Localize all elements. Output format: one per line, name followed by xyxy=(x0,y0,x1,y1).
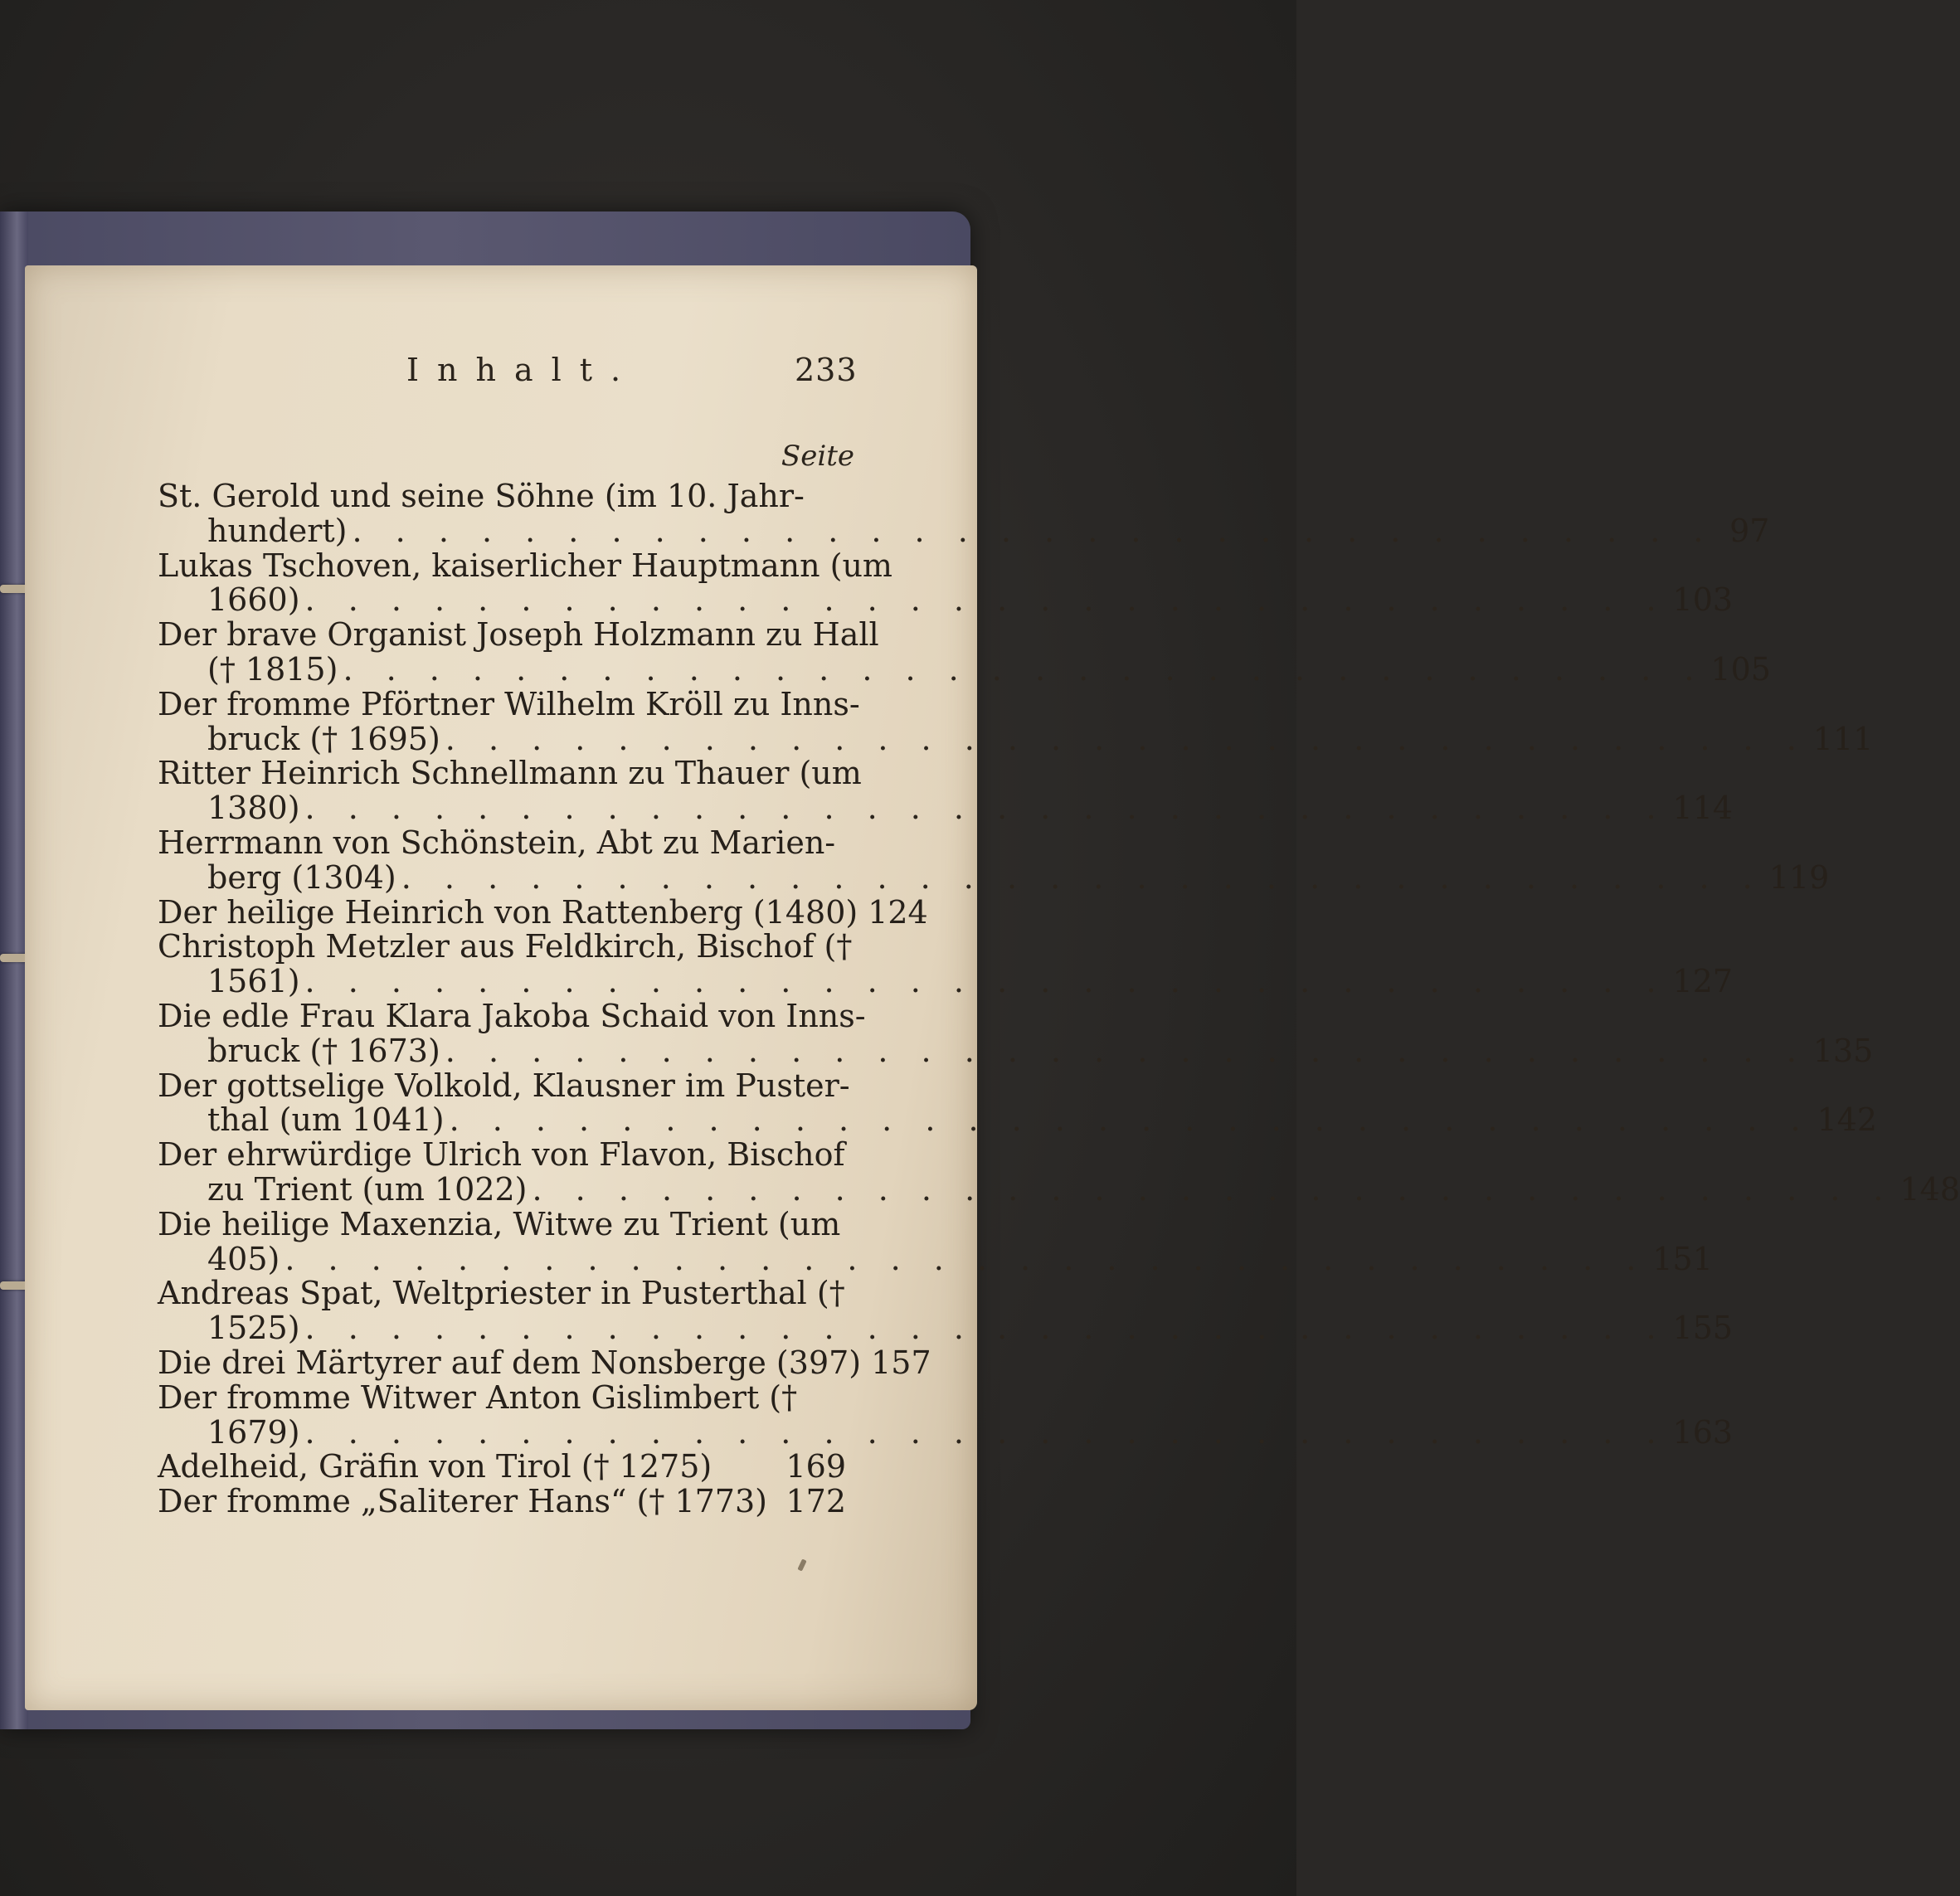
column-label-seite: Seite xyxy=(781,440,854,473)
toc-entry-page: 135 xyxy=(1812,1032,1874,1069)
toc-entry-continuation-line xyxy=(158,790,1734,827)
toc-entry-title: Lukas Tschoven, kaiserlicher Hauptmann (um xyxy=(158,547,892,584)
toc-entry-title-cont: thal (um 1041) xyxy=(207,1101,445,1139)
toc-entry-title-cont: († 1815) xyxy=(207,650,338,688)
toc-entry-page: 155 xyxy=(1672,1310,1734,1347)
toc-entry-continuation-line xyxy=(158,1413,1734,1451)
toc-entry-title-cont: 1380) xyxy=(207,790,300,827)
leader-dots: . . . . . . . . . . . . . . . . . . . . . . . . . . . . . . . . xyxy=(304,963,1668,1000)
toc-entry xyxy=(158,755,1734,827)
toc-entry-title: Der ehrwürdige Ulrich von Flavon, Bischof xyxy=(158,1136,845,1174)
leader-dots: . . . . . . . . . . . . . . . . . . . . . . . . . . . . . . . . xyxy=(532,1170,1895,1208)
leader-dots: . . . . . . . . . . . . . . . . . . . . . . . . . . . . . . . . xyxy=(445,720,1808,757)
toc-entry-title-line xyxy=(158,685,860,722)
toc-entry-page: 127 xyxy=(1672,963,1734,1000)
toc-entry-title: Adelheid, Gräfin von Tirol († 1275) xyxy=(158,1448,713,1485)
toc-entry-page: 119 xyxy=(1768,858,1830,896)
toc-entry xyxy=(158,1378,1734,1451)
toc-entry-title-cont: bruck († 1695) xyxy=(207,720,440,757)
toc-entry-title-cont: 1525) xyxy=(207,1310,300,1347)
toc-entry-continuation-line xyxy=(158,858,1830,896)
toc-entry-title-line xyxy=(158,616,879,654)
toc-entry-page: 103 xyxy=(1672,581,1734,619)
leader-dots: . . . . . . . . . . . . . . . . . . . . . . . . . . . . . . . . xyxy=(285,1240,1648,1277)
leader-dots: . . . . . . . . . . . . . . . . . . . . . . . . . . . . . . . . xyxy=(304,581,1668,619)
leader-dots: . . . . . . . . . . . . . . . . . . . . . . . . . . . . . . . . xyxy=(401,858,1764,896)
toc-entry-title-cont: bruck († 1673) xyxy=(207,1032,440,1069)
toc-entry xyxy=(158,893,928,931)
leader-dots: . . . . . . . . . . . . . . . . . . . . . . . . . . . . . . . . xyxy=(304,1310,1668,1347)
toc-entry-title: Ritter Heinrich Schnellmann zu Thauer (um xyxy=(158,755,862,792)
leader-dots: . . . . . . . . . . . . . . . . . . . . . . . . . . . . . . . . xyxy=(449,1101,1812,1139)
toc-entry xyxy=(158,1136,1960,1208)
toc-entry-title-cont: zu Trient (um 1022) xyxy=(207,1170,528,1208)
toc-entry xyxy=(158,928,1734,1000)
book-spine xyxy=(0,211,28,1729)
toc-entry-title: Die heilige Maxenzia, Witwe zu Trient (um xyxy=(158,1205,841,1242)
page-title: Inhalt. xyxy=(406,352,640,388)
toc-entry xyxy=(158,1205,1713,1277)
toc-entry xyxy=(158,1275,1734,1347)
toc-entry-title-line xyxy=(158,1138,846,1173)
toc-entry-title: Der fromme Pförtner Wilhelm Kröll zu Inns- xyxy=(158,685,860,722)
toc-entry-title-cont: 1660) xyxy=(207,581,300,619)
toc-entry xyxy=(158,1344,931,1381)
toc-entry-continuation-line xyxy=(158,581,1734,619)
toc-entry xyxy=(158,997,1874,1069)
toc-entry-page: 157 xyxy=(871,1344,931,1381)
toc-entry-title-line xyxy=(158,1205,846,1242)
toc-entry-continuation-line xyxy=(158,720,1874,757)
toc-entry-page: 172 xyxy=(785,1483,846,1520)
leader-dots: . . . . . . . . . . . . . . . . . . . . . . . . . . . . . . . . xyxy=(445,1032,1808,1069)
leader-dots: . . . . . . . . . . . . . . . . . . . . . . . . . . . . . . . . xyxy=(343,650,1706,688)
toc-entry-title-line xyxy=(158,547,892,584)
toc-entry-title: Die drei Märtyrer auf dem Nonsberge (397) xyxy=(158,1344,862,1381)
toc-entry-continuation-line xyxy=(158,963,1734,1000)
toc-entry-continuation-line xyxy=(158,1240,1713,1277)
toc-entry-continuation-line xyxy=(158,1310,1734,1347)
toc-entry-title-cont: 1679) xyxy=(207,1413,300,1451)
toc-entry-page: 111 xyxy=(1812,720,1874,757)
toc-entry-title-line xyxy=(158,1450,846,1485)
page-number: 233 xyxy=(795,352,858,388)
toc-entry-title: St. Gerold und seine Söhne (im 10. Jahr- xyxy=(158,478,805,514)
toc-entry-page: 114 xyxy=(1672,790,1734,827)
toc-entry-title: Christoph Metzler aus Feldkirch, Bischof († xyxy=(158,928,853,965)
toc-entry xyxy=(158,616,1771,688)
table-of-contents xyxy=(158,478,1960,1520)
leader-dots: . . . . . . . . . . . . . . . . . . . . . . . . . . . . . . . . xyxy=(352,512,1715,549)
toc-entry-title-line xyxy=(158,1378,846,1416)
toc-entry-title-line xyxy=(158,893,928,931)
toc-entry-continuation-line xyxy=(158,1032,1874,1069)
toc-entry-continuation-line xyxy=(158,512,1770,549)
toc-entry-page: 105 xyxy=(1710,650,1771,688)
toc-entry-title-cont: berg (1304) xyxy=(207,858,396,896)
toc-entry-title: Andreas Spat, Weltpriester in Pusterthal († xyxy=(158,1275,845,1312)
toc-entry-continuation-line xyxy=(158,1170,1960,1208)
toc-entry-title: Der fromme „Saliterer Hans“ († 1773) xyxy=(158,1483,767,1520)
toc-entry-title-cont: 1561) xyxy=(207,963,300,1000)
toc-entry-title-line xyxy=(158,1344,931,1381)
toc-entry-page: 148 xyxy=(1899,1170,1960,1208)
toc-entry-page: 124 xyxy=(868,893,928,931)
toc-entry xyxy=(158,1450,846,1485)
toc-entry xyxy=(158,685,1874,757)
toc-entry-title: Der gottselige Volkold, Klausner im Puster- xyxy=(158,1067,850,1104)
leader-dots: . . . . . . . . . . . . . . . . . . . . . . . . . . . . . . . . xyxy=(304,790,1668,827)
toc-entry-title-line xyxy=(158,826,846,861)
toc-entry-title-cont: hundert) xyxy=(207,512,348,549)
toc-entry-continuation-line xyxy=(158,1101,1878,1139)
toc-entry-page: 97 xyxy=(1729,512,1770,549)
toc-entry-title-line xyxy=(158,1067,850,1104)
toc-entry xyxy=(158,547,1734,619)
toc-entry-title: Herrmann von Schönstein, Abt zu Marien- xyxy=(158,824,836,861)
toc-entry-page: 163 xyxy=(1672,1413,1734,1451)
toc-entry-title: Der brave Organist Joseph Holzmann zu Hall xyxy=(158,616,879,654)
toc-entry-title-line xyxy=(158,479,846,514)
toc-entry-title: Die edle Frau Klara Jakoba Schaid von Inns- xyxy=(158,997,866,1034)
toc-entry xyxy=(158,824,1830,896)
toc-entry-title-cont: 405) xyxy=(207,1240,280,1277)
toc-entry-title: Der fromme Witwer Anton Gislimbert († xyxy=(158,1378,798,1416)
toc-entry-title-line xyxy=(158,928,853,965)
toc-entry-continuation-line xyxy=(158,650,1771,688)
page-header xyxy=(0,348,1296,406)
toc-entry-title-line xyxy=(158,755,862,792)
toc-entry-title-line xyxy=(158,1276,846,1311)
toc-entry xyxy=(158,1485,846,1519)
toc-entry-page: 169 xyxy=(785,1448,846,1485)
toc-entry-title-line xyxy=(158,1485,846,1519)
toc-entry xyxy=(158,1067,1878,1139)
toc-entry-title-line xyxy=(158,997,866,1034)
toc-entry-page: 142 xyxy=(1817,1101,1878,1139)
toc-entry-title: Der heilige Heinrich von Rattenberg (1480) xyxy=(158,893,858,931)
leader-dots: . . . . . . . . . . . . . . . . . . . . . . . . . . . . . . . . xyxy=(304,1413,1668,1451)
toc-entry-page: 151 xyxy=(1652,1240,1713,1277)
toc-entry xyxy=(158,478,1770,549)
